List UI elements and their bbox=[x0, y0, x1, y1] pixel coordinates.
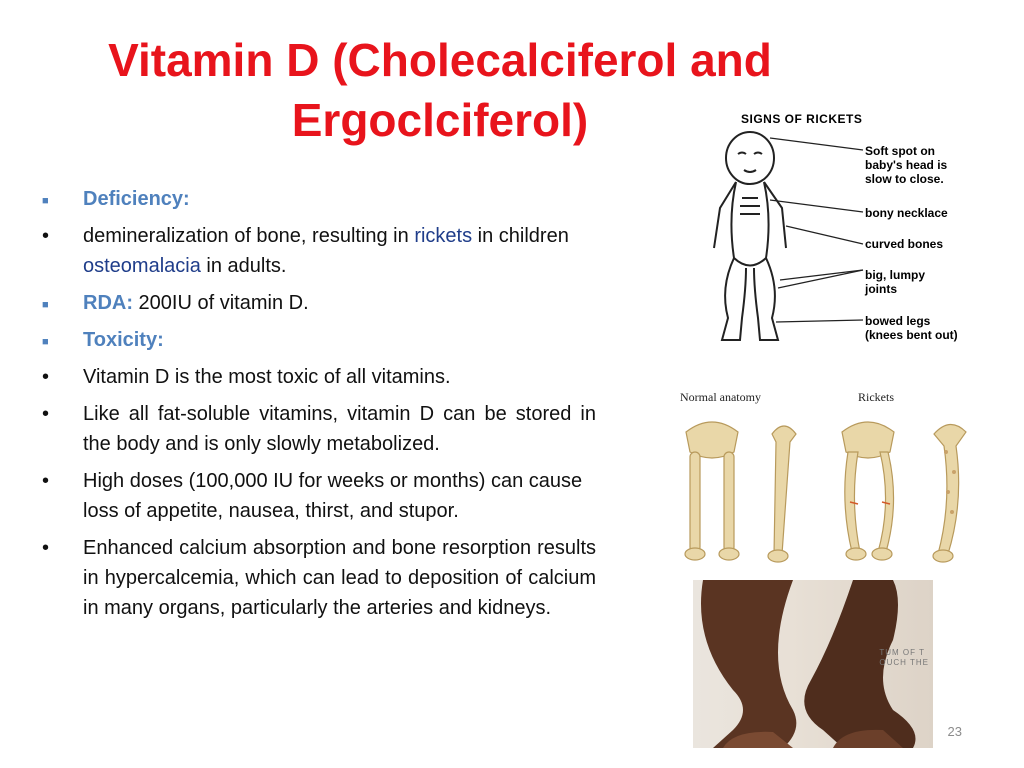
demineralization-text-end: in adults. bbox=[200, 255, 287, 277]
list-item-most-toxic bbox=[40, 362, 596, 392]
fat-soluble-text: Like all fat-soluble vitamins, vitamin D can be stored in the body and is only slowly metabolized. bbox=[83, 403, 596, 455]
label-lumpy-joints: big, lumpy joints bbox=[865, 268, 925, 296]
most-toxic-text: Vitamin D is the most toxic of all vitamins. bbox=[83, 366, 451, 388]
high-doses-text: High doses (100,000 IU for weeks or months) can cause loss of appetite, nausea, thirst, and stupor. bbox=[83, 470, 583, 522]
label-soft-spot: Soft spot on baby's head is slow to close. bbox=[865, 144, 948, 186]
list-item-toxicity bbox=[40, 325, 596, 355]
bullet-icon: • bbox=[42, 537, 50, 559]
list-item-fat-soluble bbox=[40, 399, 596, 459]
page-number: 23 bbox=[947, 724, 962, 739]
list-item-deficiency bbox=[40, 184, 596, 214]
caption-rickets: Rickets bbox=[858, 390, 894, 404]
label-bony-necklace: bony necklace bbox=[865, 206, 948, 220]
list-item-high-doses bbox=[40, 466, 596, 526]
title-line-1: Vitamin D (Cholecalciferol and bbox=[108, 34, 772, 86]
term-rickets: rickets bbox=[414, 225, 473, 247]
signs-of-rickets-figure bbox=[700, 108, 1000, 358]
label-curved-bones: curved bones bbox=[865, 237, 944, 251]
bullet-list bbox=[40, 184, 596, 630]
demineralization-text: demineralization of bone, resulting in bbox=[83, 225, 415, 247]
calcium-text: Enhanced calcium absorption and bone resorption results in hypercalcemia, which can lead to deposition of calcium in many organs, particularly the arteries and kidneys. bbox=[83, 537, 596, 619]
wall-text: TUM OF T OUCH THE bbox=[879, 648, 929, 667]
square-bullet-icon: ■ bbox=[42, 195, 49, 207]
list-item-rda bbox=[40, 288, 596, 318]
bowed-legs-photo bbox=[693, 580, 933, 748]
bullet-icon: • bbox=[42, 470, 50, 492]
bullet-icon: • bbox=[42, 403, 50, 425]
square-bullet-icon: ■ bbox=[42, 336, 49, 348]
term-osteomalacia: osteomalacia bbox=[83, 255, 201, 277]
caption-normal-anatomy: Normal anatomy bbox=[680, 390, 761, 404]
bullet-icon: • bbox=[42, 225, 50, 247]
list-item-calcium bbox=[40, 533, 596, 623]
slide-title bbox=[80, 30, 800, 150]
bone-illustration bbox=[672, 382, 1002, 572]
list-item-demineralization bbox=[40, 221, 596, 281]
demineralization-text-mid: in children bbox=[472, 225, 569, 247]
title-line-2: Ergoclciferol) bbox=[291, 94, 589, 146]
bullet-icon: • bbox=[42, 366, 50, 388]
bone-anatomy-figure bbox=[672, 382, 1002, 572]
figure-title: SIGNS OF RICKETS bbox=[741, 112, 863, 126]
rda-heading: RDA: bbox=[83, 292, 133, 314]
square-bullet-icon: ■ bbox=[42, 299, 49, 311]
toxicity-heading: Toxicity: bbox=[83, 329, 164, 351]
label-bowed-legs: bowed legs (knees bent out) bbox=[865, 314, 958, 342]
deficiency-heading: Deficiency: bbox=[83, 188, 190, 210]
rda-text: 200IU of vitamin D. bbox=[133, 292, 309, 314]
